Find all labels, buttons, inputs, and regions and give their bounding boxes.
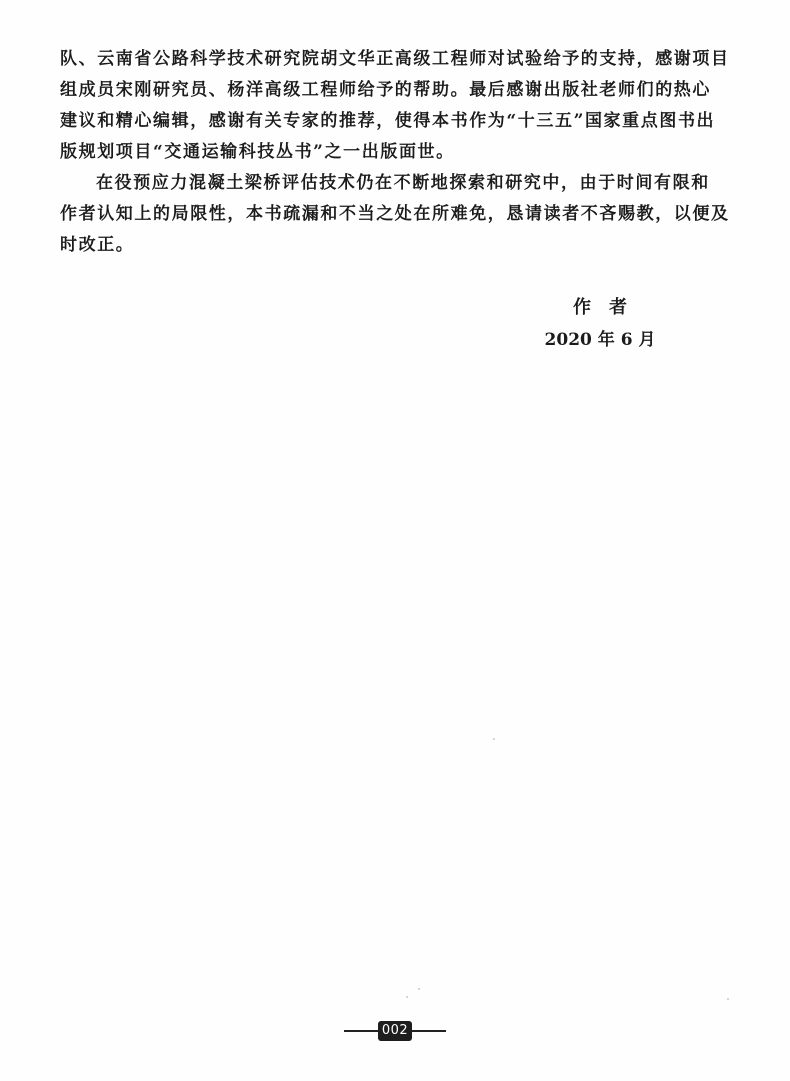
scan-speck <box>418 988 420 990</box>
paragraph-line: 版规划项目“交通运输科技丛书”之一出版面世。 <box>60 142 455 162</box>
paragraph-line: 队、云南省公路科学技术研究院胡文华正高级工程师对试验给予的支持，感谢项目 <box>60 49 730 69</box>
paragraph-line: 组成员宋刚研究员、杨洋高级工程师给予的帮助。最后感谢出版社老师们的热心 <box>60 80 711 100</box>
scan-speck <box>727 998 729 1000</box>
scan-speck <box>406 996 408 998</box>
page-footer <box>0 1020 790 1042</box>
signature-block <box>520 294 680 354</box>
footer-rule-left <box>344 1030 378 1032</box>
paragraph-line: 在役预应力混凝土梁桥评估技术仍在不断地探索和研究中，由于时间有限和 <box>96 173 710 193</box>
preface-text <box>60 44 740 261</box>
paragraph-line: 建议和精心编辑，感谢有关专家的推荐，使得本书作为“十三五”国家重点图书出 <box>60 111 716 131</box>
paragraph-line: 时改正。 <box>60 235 135 255</box>
scan-speck <box>493 738 495 740</box>
footer-rule-right <box>412 1030 446 1032</box>
paragraph-line: 作者认知上的局限性，本书疏漏和不当之处在所难免，恳请读者不吝赐教，以便及 <box>60 204 730 224</box>
signature-date: 2020 年 6 月 <box>544 330 656 350</box>
author-signature: 作者 <box>573 297 645 318</box>
page-number: 002 <box>378 1021 412 1041</box>
